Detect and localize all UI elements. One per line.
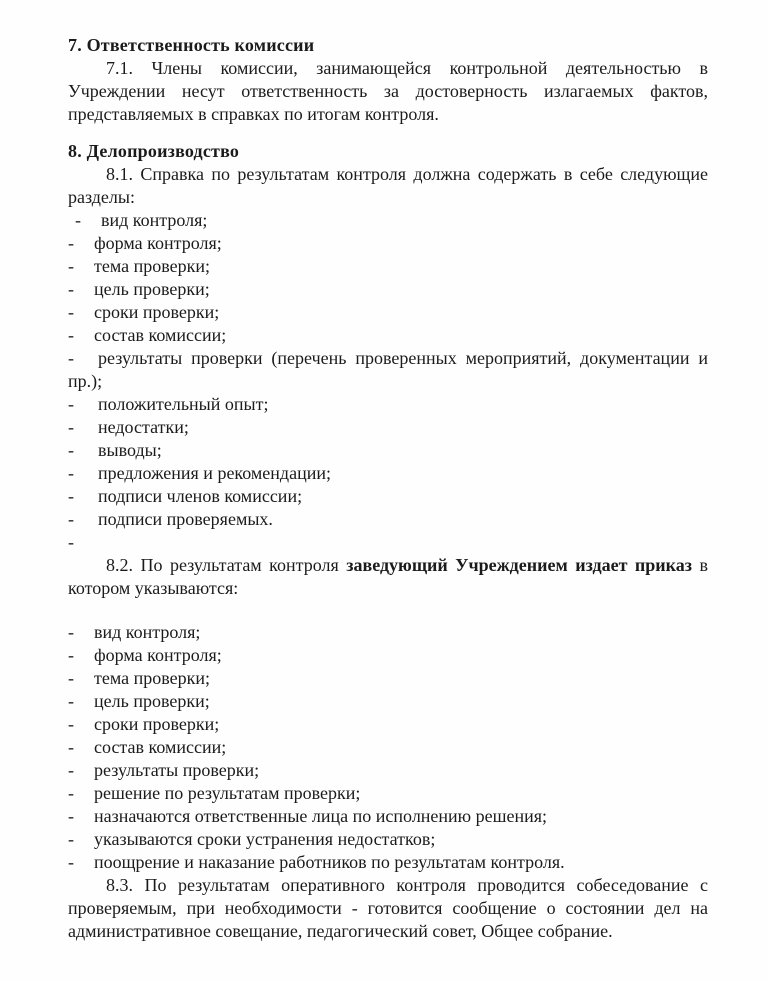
- paragraph-8-3: 8.3. По результатам оперативного контроля проводится собеседование с проверяемым, при необходимости - готовится сообщение о состоянии дел на административное совещание, педагогический совет, Общее собрание.: [68, 875, 708, 941]
- dash-marker: -: [68, 256, 74, 276]
- list-item-text: состав комиссии;: [94, 325, 227, 345]
- list-item: [68, 782, 708, 805]
- list-item-text: цель проверки;: [94, 279, 210, 299]
- list-item: [68, 851, 708, 874]
- list-item-text: выводы;: [98, 440, 162, 460]
- list-item: [68, 621, 708, 644]
- dash-marker: -: [68, 302, 74, 322]
- order-contents-list: [68, 621, 708, 874]
- list-item: [68, 255, 708, 278]
- dash-marker: -: [68, 509, 74, 529]
- paragraph-8-1: 8.1. Справка по результатам контроля должна содержать в себе следующие разделы:: [68, 164, 708, 207]
- list-item-text: вид контроля;: [94, 622, 201, 642]
- list-item-text: форма контроля;: [94, 645, 222, 665]
- list-item-text: предложения и рекомендации;: [98, 463, 331, 483]
- list-item: [68, 462, 708, 485]
- list-item-text: результаты проверки (перечень проверенных мероприятий, документации и пр.);: [68, 348, 708, 391]
- dash-marker: -: [68, 486, 74, 506]
- list-item: [68, 759, 708, 782]
- list-item-text: форма контроля;: [94, 233, 222, 253]
- list-item-text: сроки проверки;: [94, 714, 220, 734]
- list-item: [68, 416, 708, 439]
- list-item-text: результаты проверки;: [94, 760, 260, 780]
- list-item-text: вид контроля;: [101, 210, 208, 230]
- dash-marker: -: [68, 760, 74, 780]
- dash-marker: -: [68, 463, 74, 483]
- list-item: [68, 278, 708, 301]
- list-item-empty-dash: [68, 531, 708, 554]
- list-item: [68, 393, 708, 416]
- list-item-text: цель проверки;: [94, 691, 210, 711]
- dash-marker: -: [68, 852, 74, 872]
- list-item-text: тема проверки;: [94, 256, 211, 276]
- list-item-text: подписи проверяемых.: [98, 509, 273, 529]
- list-item: [68, 690, 708, 713]
- list-item-text: сроки проверки;: [94, 302, 220, 322]
- dash-marker: -: [68, 645, 74, 665]
- list-item: [68, 828, 708, 851]
- list-item: [68, 508, 708, 531]
- paragraph-8-2-tail: в котором указываются:: [68, 555, 708, 598]
- dash-marker: -: [68, 440, 74, 460]
- dash-marker: -: [68, 233, 74, 253]
- list-item-text: подписи членов комиссии;: [98, 486, 303, 506]
- list-item: [68, 644, 708, 667]
- paragraph-8-2-bold: заведующий Учреждением издает приказ: [346, 555, 693, 575]
- list-item-text: решение по результатам проверки;: [94, 783, 361, 803]
- dash-marker: -: [68, 829, 74, 849]
- list-item-text: недостатки;: [98, 417, 189, 437]
- dash-marker: -: [68, 737, 74, 757]
- list-item: [68, 667, 708, 690]
- dash-marker: -: [68, 279, 74, 299]
- list-item-text: положительный опыт;: [98, 394, 269, 414]
- dash-marker: -: [68, 348, 74, 368]
- dash-marker: -: [68, 325, 74, 345]
- list-item: [68, 324, 708, 347]
- list-item-text: тема проверки;: [94, 668, 211, 688]
- dash-marker: -: [75, 210, 81, 230]
- paragraph-7-1: 7.1. Члены комиссии, занимающейся контрольной деятельностью в Учреждении несут ответственность за достоверность излагаемых фактов, представляемых в справках по итогам контроля.: [68, 58, 708, 124]
- dash-marker: -: [68, 532, 74, 552]
- section-8-heading: 8. Делопроизводство: [68, 141, 240, 161]
- list-item-text: состав комиссии;: [94, 737, 227, 757]
- list-item: [68, 301, 708, 324]
- dash-marker: -: [68, 668, 74, 688]
- dash-marker: -: [68, 622, 74, 642]
- dash-marker: -: [68, 691, 74, 711]
- list-item-text: указываются сроки устранения недостатков;: [94, 829, 436, 849]
- dash-marker: -: [68, 806, 74, 826]
- list-item: [68, 347, 708, 393]
- dash-marker: -: [68, 783, 74, 803]
- dash-marker: -: [68, 714, 74, 734]
- dash-marker: -: [68, 417, 74, 437]
- list-item: [68, 232, 708, 255]
- paragraph-8-2: [68, 554, 708, 600]
- list-item: [68, 736, 708, 759]
- list-item: [68, 713, 708, 736]
- list-item: [68, 805, 708, 828]
- list-item-text: назначаются ответственные лица по исполнению решения;: [94, 806, 548, 826]
- list-item: [68, 485, 708, 508]
- section-7-heading: 7. Ответственность комиссии: [68, 35, 315, 55]
- list-item: [68, 439, 708, 462]
- report-sections-list: [68, 209, 708, 554]
- dash-marker: -: [68, 394, 74, 414]
- paragraph-8-2-lead: 8.2. По результатам контроля: [106, 555, 347, 575]
- list-item: [68, 209, 708, 232]
- list-item-text: поощрение и наказание работников по результатам контроля.: [94, 852, 565, 872]
